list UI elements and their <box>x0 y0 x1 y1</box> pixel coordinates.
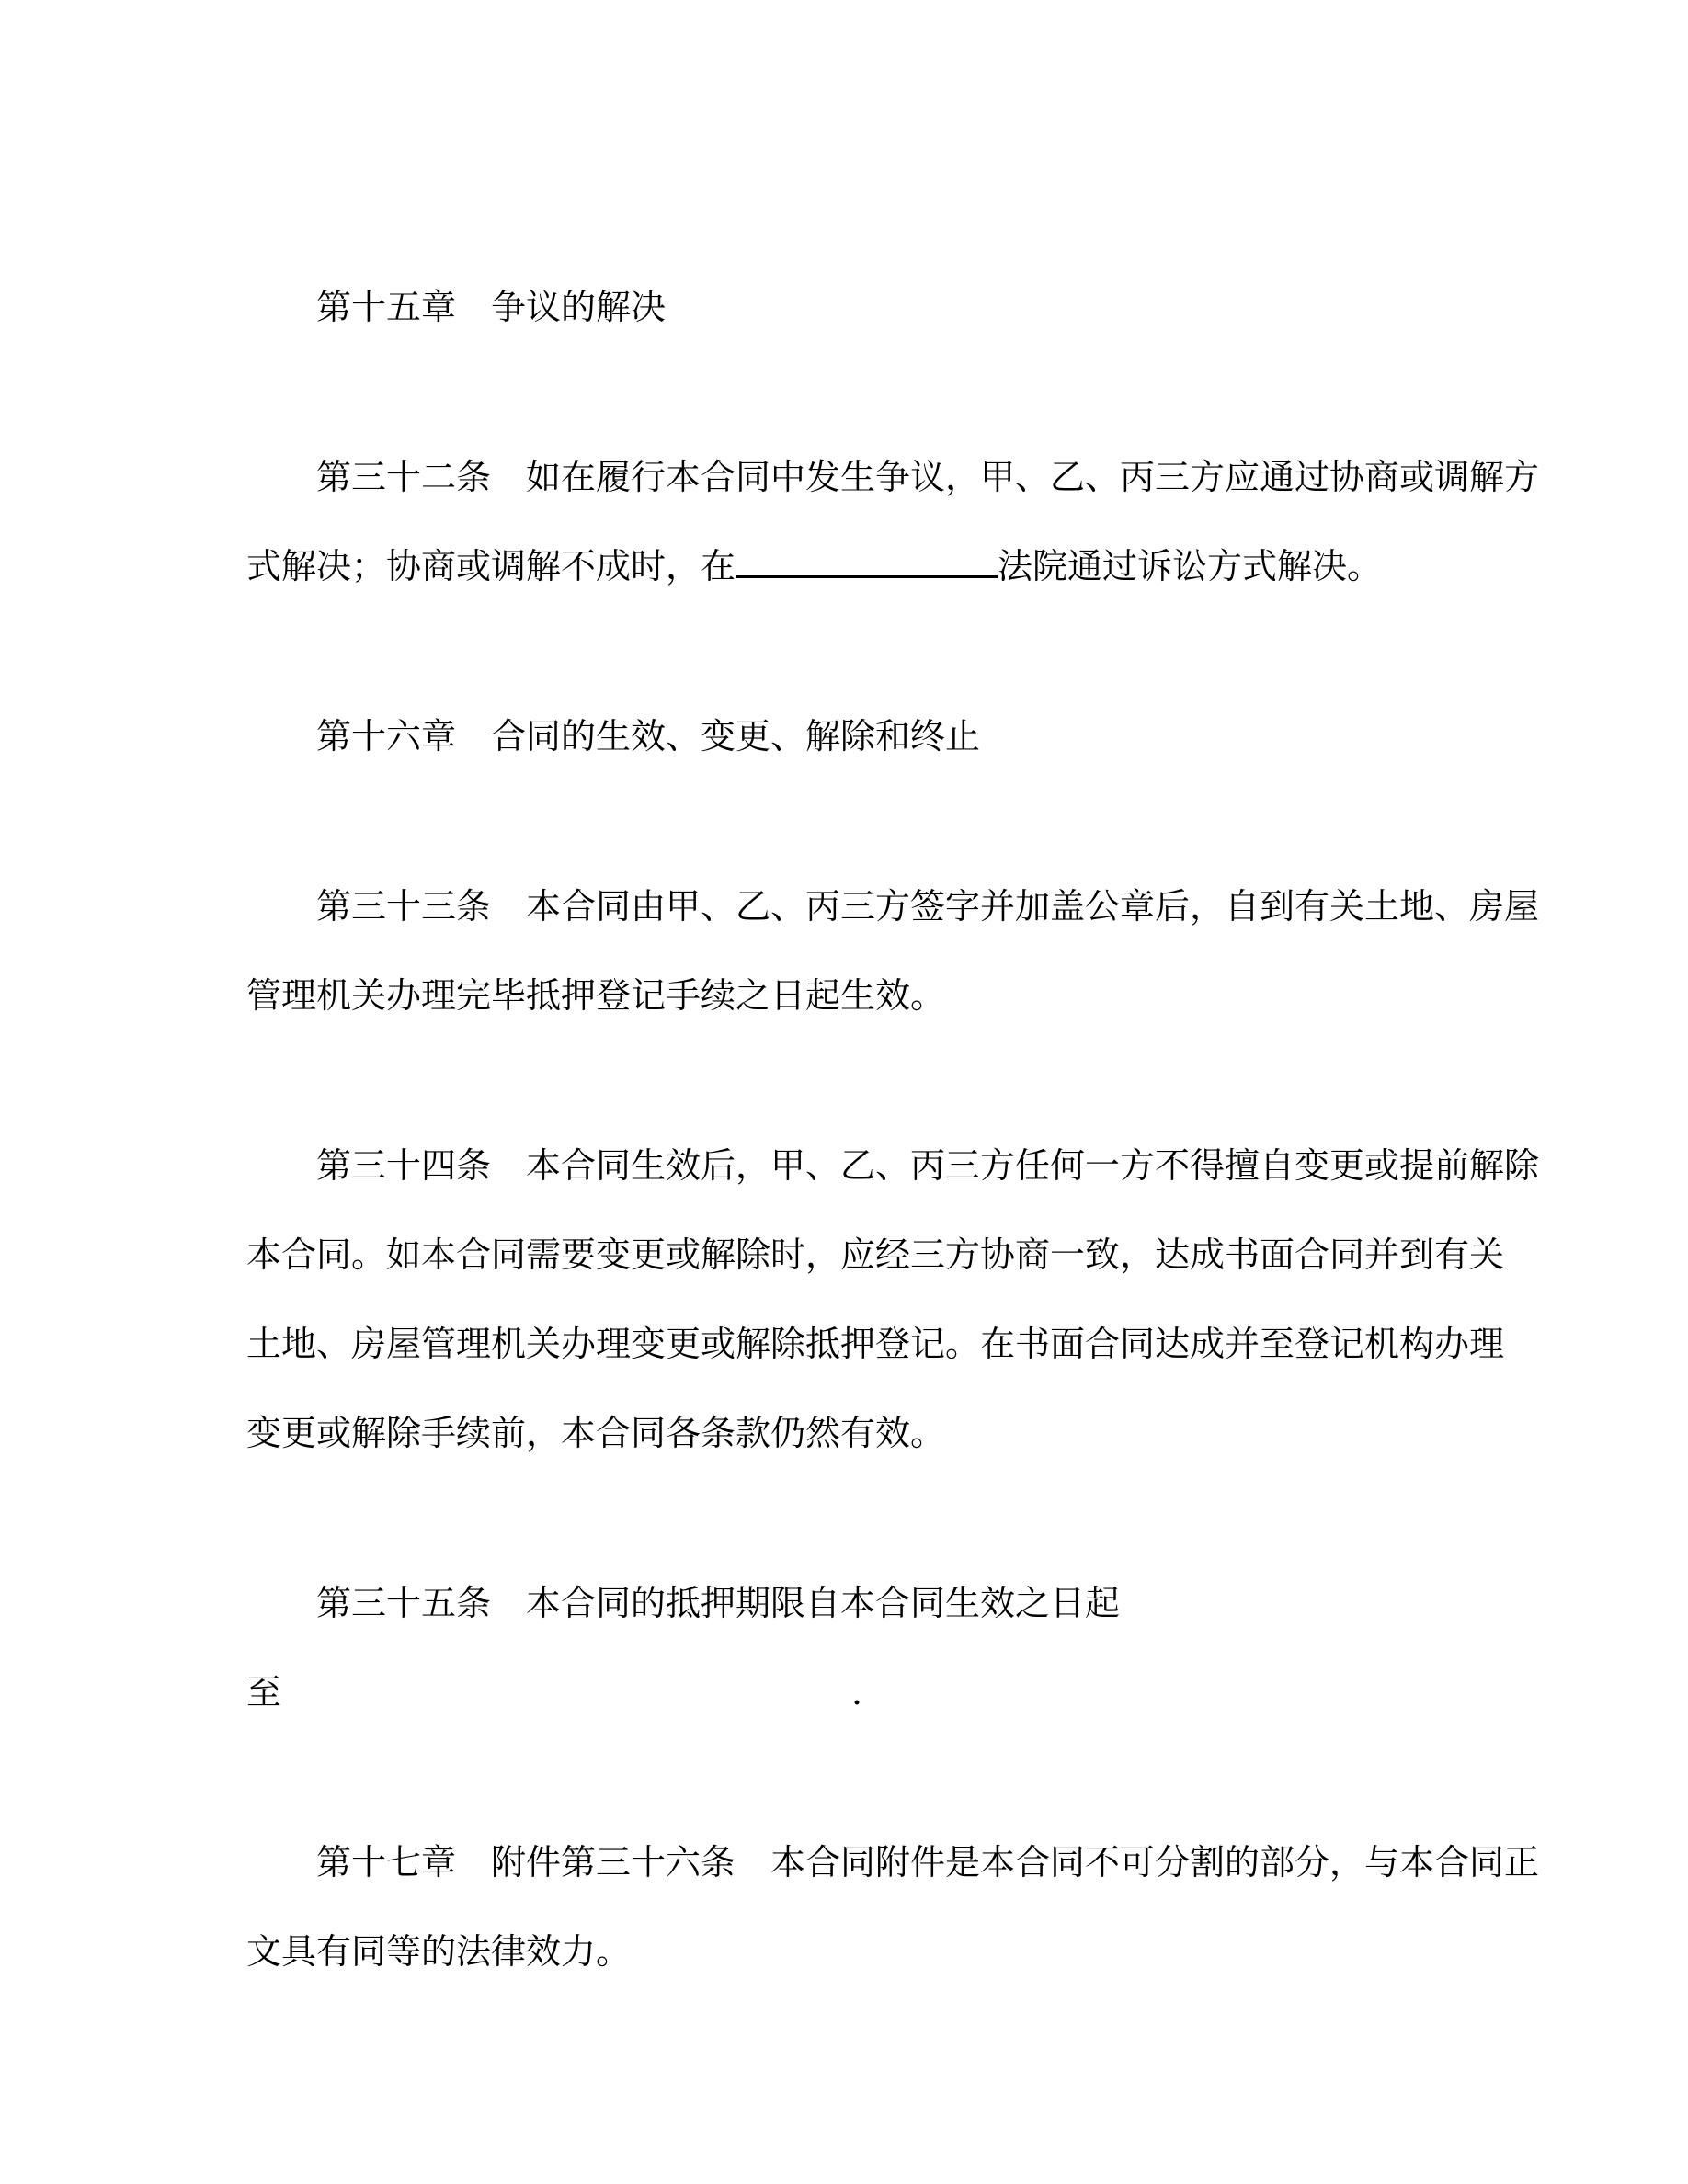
article-36-line-2 <box>246 1907 1550 1996</box>
article-35-line-2 <box>246 1648 1550 1737</box>
article-34-line-3 <box>246 1300 1550 1389</box>
chapter-16-section <box>246 692 1550 781</box>
article-35-line-2-period: . <box>851 1672 863 1712</box>
chapter-17-article-36-line-1 <box>246 1818 1550 1907</box>
article-34-paragraph <box>246 1121 1550 1478</box>
article-32-line-1 <box>246 433 1550 522</box>
chapter-15-heading-text: 第十五章 争议的解决 <box>316 287 667 327</box>
court-name-blank-field <box>736 540 998 578</box>
article-34-line-1 <box>246 1121 1550 1211</box>
article-33-line-2 <box>246 951 1550 1041</box>
article-33-paragraph <box>246 862 1550 1041</box>
article-32-line-1-text: 第三十二条 如在履行本合同中发生争议，甲、乙、丙三方应通过协商或调解方 <box>316 457 1540 497</box>
chapter-17-article-36-line-1-text: 第十七章 附件第三十六条 本合同附件是本合同不可分割的部分，与本合同正 <box>316 1842 1540 1883</box>
chapter-15-section <box>246 263 1550 352</box>
chapter-17-article-36-paragraph <box>246 1818 1550 1996</box>
mortgage-term-blank-space <box>281 1703 851 1704</box>
article-34-line-1-text: 第三十四条 本合同生效后，甲、乙、丙三方任何一方不得擅自变更或提前解除 <box>316 1145 1540 1186</box>
article-35-line-1-text: 第三十五条 本合同的抵押期限自本合同生效之日起 <box>316 1583 1121 1623</box>
article-34-line-2-text: 本合同。如本合同需要变更或解除时，应经三方协商一致，达成书面合同并到有关 <box>246 1234 1505 1275</box>
article-34-line-2 <box>246 1211 1550 1300</box>
article-34-line-4 <box>246 1389 1550 1478</box>
article-32-line-2-text-before: 式解决；协商或调解不成时，在 <box>246 546 736 586</box>
chapter-16-heading-text: 第十六章 合同的生效、变更、解除和终止 <box>316 716 981 756</box>
article-35-line-2-prefix: 至 <box>246 1672 282 1712</box>
article-36-line-2-text: 文具有同等的法律效力。 <box>246 1931 632 1972</box>
article-35-paragraph <box>246 1559 1550 1737</box>
chapter-16-heading <box>246 692 1550 781</box>
article-32-line-2 <box>246 522 1550 611</box>
article-35-line-1 <box>246 1559 1550 1648</box>
article-34-line-3-text: 土地、房屋管理机关办理变更或解除抵押登记。在书面合同达成并至登记机构办理 <box>246 1324 1505 1364</box>
article-33-line-1 <box>246 862 1550 951</box>
article-34-line-4-text: 变更或解除手续前，本合同各条款仍然有效。 <box>246 1413 946 1453</box>
article-32-line-2-text-after: 法院通过诉讼方式解决。 <box>998 546 1383 586</box>
article-33-line-2-text: 管理机关办理完毕抵押登记手续之日起生效。 <box>246 975 946 1016</box>
chapter-15-heading <box>246 263 1550 352</box>
article-32-paragraph <box>246 433 1550 611</box>
article-33-line-1-text: 第三十三条 本合同由甲、乙、丙三方签字并加盖公章后，自到有关土地、房屋 <box>316 886 1540 927</box>
